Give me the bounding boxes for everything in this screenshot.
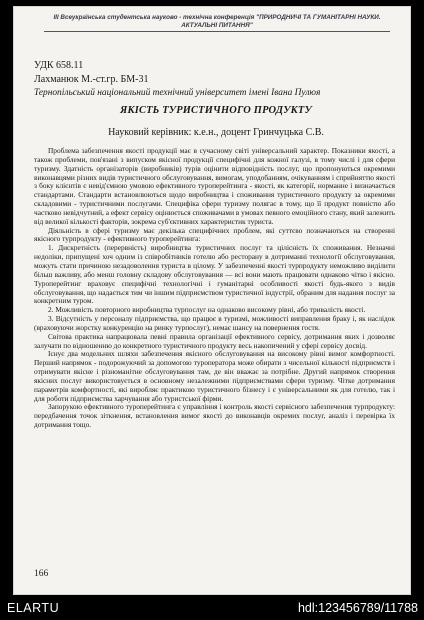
conference-header-line-1: III Всеукраїнська студентська науково - технічна конференція "ПРИРОДНИЧІ ТА ГУМАНІТАРНІ НАУКИ. bbox=[53, 14, 381, 21]
article-title: ЯКІСТЬ ТУРИСТИЧНОГО ПРОДУКТУ bbox=[120, 105, 312, 116]
body-paragraph: Діяльність в сфері туризму має декілька специфічних проблем, які суттєво позначаються на створенні якісного турпродукту - ефективного туроперейтинга: bbox=[34, 225, 395, 244]
journal-page bbox=[13, 6, 411, 595]
body-paragraph: 2. Можливість повторного виробництва турпослуг на однаково високому рівні, або тривалість якості. bbox=[48, 305, 366, 315]
repository-footer bbox=[0, 598, 424, 620]
repository-name: ELARTU bbox=[7, 601, 60, 615]
conference-header bbox=[44, 14, 390, 29]
supervisor-line: Науковий керівник: к.е.н., доцент Гринчуцька С.В. bbox=[108, 127, 324, 138]
body-paragraph: 3. Відсутність у персоналу підприємства, що працює в туризмі, можливості виправлення браку і, як наслідок (враховуючи жорстку конкуренцію на ринку турпослуг), немає шансу на повернення гостя. bbox=[34, 314, 395, 332]
body-paragraph: Проблема забезпечення якості продукції має в сучасному світі універсальний характер. Показники якості, а також проблеми, пов'язані з випуском якісної продукції специфічні для кожної галузі, в тому числі і для сфери туризму. Здатність організаторів (виробників) турів оцінити відповідність послуг, що пропонуються окремими виконавцями різних видів туристичного обслуговування, вимогам, уподобанням, очікуванням і сприйняттю якості з боку клієнтів є невід'ємною умовою ефективного туроперейтинга - якості, як категорії, норманне і визначається стандартами. Стандарти встановлюються щодо виробництва і споживання туристичного продукту за окремими складовими - туристичними послугами. Специфіка сфери туризму полягає в тому, що її продукт повністю або частково невідчутний, а ефект сервісу оцінюється споживачами в умовах певного емоційного стану, який залежить від великої кількості факторів, зокрема суб'єктивних характеристик туриста. bbox=[34, 146, 395, 226]
handle-id: hdl:123456789/11788 bbox=[297, 601, 418, 615]
article-body bbox=[34, 147, 395, 430]
header-divider bbox=[44, 31, 390, 32]
affiliation: Тернопільський національний технічний університет імені Івана Пулюя bbox=[34, 88, 321, 98]
body-paragraph: Існує два модельних шляхи забезпечення якісного обслуговування на високому рівні вимог комфортності. Перший напрямок - подорожуючий за допомогою туроператора може обирати з чисельної кількості підприємств і отримувати якісне і різноманітне обслуговування там, де він вважає за потрібне. Другий напрямок створення якісних послуг використовується в основному незалежними підприємствами сфери туризму. Чітке дотримання параметрів комфортності, які виробляє практикою туристичного бізнесу і є універсальними як для готелю, так і для роботи підприємства харчування або туристської фірми. bbox=[34, 349, 395, 403]
body-paragraph: Світова практика напрацювала певні правила організації ефективного сервісу, дотримання яких і дозволяє залучати по відношенню до конкретного туристичного продукту весь накопичений у сфері сервісу досвід. bbox=[34, 331, 395, 350]
udk-code: УДК 658.11 bbox=[34, 60, 84, 71]
page-number: 166 bbox=[34, 569, 49, 579]
body-paragraph: 1. Дискретність (перервність) виробництва туристичних послуг та цілісність їх споживання. Незначні недоліки, припущені хоч одним із співробітників готелю або ресторану в дотриманні технології обслуговування, можуть стати причиною незадоволення туриста в цілому. У забезпеченні якості турпродукту неможливо виділити більш важливу, або менш головну складову обслуговування — всі вони мають працювати однаково чітко і якісно. Туроперейтинг враховує специфічні технологічні і гуманітарні особливості якості будь-якого з видів обслуговування, що надається тим чи іншим підприємством туристичної індустрії, обраним для надання послуг за конкретним туром. bbox=[34, 243, 395, 306]
body-paragraph: Запорукою ефективного туроперейтинга є управління і контроль якості сервісного забезпечення турпродукту: передбачення точок зіткнення, встановлення вимог якості до виконавців окремих послуг, аналіз і перевірка їх дотримання тощо. bbox=[34, 402, 395, 430]
author-line: Лахманюк М.-ст.гр. БМ-31 bbox=[34, 74, 149, 85]
conference-header-line-2: АКТУАЛЬНІ ПИТАННЯ" bbox=[181, 21, 253, 29]
